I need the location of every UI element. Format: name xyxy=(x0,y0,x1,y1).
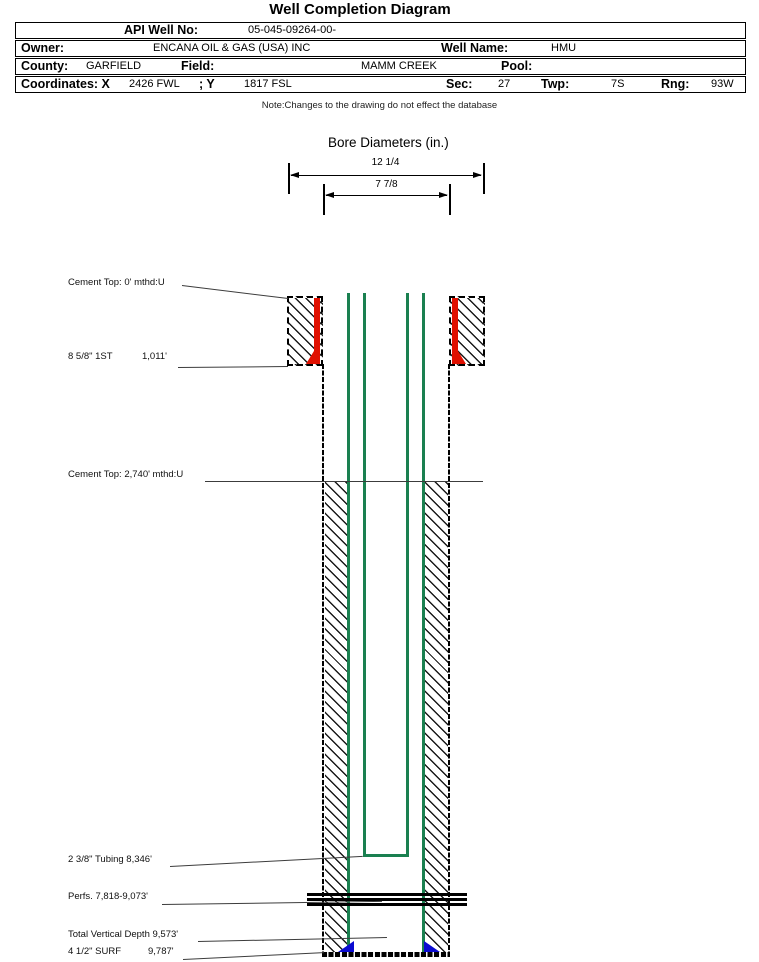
dim-arrow-left-icon xyxy=(325,192,334,198)
label-perfs: Perfs. 7,818-9,073' xyxy=(68,891,148,902)
table-row-county xyxy=(15,58,746,75)
tubing-right xyxy=(406,293,409,857)
label-total-vertical-depth: Total Vertical Depth 9,573' xyxy=(68,929,179,940)
leader-surface-casing xyxy=(178,366,288,368)
dim-label-12-1-4: 12 1/4 xyxy=(371,157,400,168)
field-label: Field: xyxy=(181,59,215,73)
table-row-api xyxy=(15,22,746,39)
api-well-no-value: 05-045-09264-00- xyxy=(248,24,337,36)
dim-tick xyxy=(288,163,290,194)
county-value: GARFIELD xyxy=(86,60,142,72)
surface-casing-shoe-right xyxy=(452,351,466,364)
coordinates-y-label: ; Y xyxy=(199,77,215,91)
leader-cement-top-production xyxy=(205,481,483,482)
label-tubing: 2 3/8" Tubing 8,346' xyxy=(68,854,152,865)
field-value: MAMM CREEK xyxy=(361,60,437,72)
pool-label: Pool: xyxy=(501,59,533,73)
label-surface-casing: 8 5/8" 1ST xyxy=(68,351,113,362)
api-well-no-label: API Well No: xyxy=(124,23,199,37)
label-production-casing-depth: 9,787' xyxy=(148,946,174,957)
surface-casing-shoe-left xyxy=(306,351,320,364)
bore-diameters-title: Bore Diameters (in.) xyxy=(328,135,449,150)
dim-arrow-right-icon xyxy=(473,172,482,178)
dim-line-12-1-4 xyxy=(291,175,481,176)
perforation-mark xyxy=(307,898,467,901)
dim-tick xyxy=(323,184,325,215)
coordinates-x-label: Coordinates: X xyxy=(21,77,110,91)
coordinates-y-value: 1817 FSL xyxy=(244,78,292,90)
database-note: Note:Changes to the drawing do not effect the database xyxy=(261,100,498,111)
county-label: County: xyxy=(21,59,69,73)
coordinates-x-value: 2426 FWL xyxy=(129,78,180,90)
dim-tick xyxy=(449,184,451,215)
label-cement-top-surface: Cement Top: 0' mthd:U xyxy=(68,277,165,288)
label-surface-casing-depth: 1,011' xyxy=(142,351,167,362)
rng-value: 93W xyxy=(711,78,734,90)
tubing-bottom xyxy=(363,854,409,857)
annulus-cement-right xyxy=(425,482,448,952)
dim-label-7-7-8: 7 7/8 xyxy=(375,179,398,190)
table-row-owner xyxy=(15,40,746,57)
sec-label: Sec: xyxy=(446,77,473,91)
label-production-casing: 4 1/2" SURF xyxy=(68,946,122,957)
production-casing-right xyxy=(422,293,425,952)
dim-arrow-left-icon xyxy=(290,172,299,178)
owner-value: ENCANA OIL & GAS (USA) INC xyxy=(153,42,311,54)
tubing-left xyxy=(363,293,366,857)
dim-tick xyxy=(483,163,485,194)
leader-cement-top-surface xyxy=(182,285,288,299)
owner-label: Owner: xyxy=(21,41,65,55)
twp-value: 7S xyxy=(611,78,625,90)
leader-total-vertical-depth xyxy=(198,937,387,942)
dim-line-7-7-8 xyxy=(326,195,447,196)
well-name-value: HMU xyxy=(551,42,577,54)
page-title: Well Completion Diagram xyxy=(269,1,451,18)
well-name-label: Well Name: xyxy=(441,41,509,55)
surface-cement-block-right xyxy=(449,296,485,366)
sec-value: 27 xyxy=(498,78,511,90)
dim-arrow-right-icon xyxy=(439,192,448,198)
production-casing-left xyxy=(347,293,350,952)
perforation-mark xyxy=(307,893,467,896)
annulus-cement-left xyxy=(325,482,348,952)
surface-cement-block-left xyxy=(287,296,323,366)
rng-label: Rng: xyxy=(661,77,690,91)
well-info-table xyxy=(15,22,746,94)
borehole-wall-right xyxy=(448,364,450,957)
table-row-coordinates xyxy=(15,76,746,93)
perforation-mark xyxy=(307,903,467,906)
well-bottom xyxy=(322,952,450,957)
label-cement-top-production: Cement Top: 2,740' mthd:U xyxy=(68,469,184,480)
twp-label: Twp: xyxy=(541,77,570,91)
leader-production-casing xyxy=(183,952,324,960)
